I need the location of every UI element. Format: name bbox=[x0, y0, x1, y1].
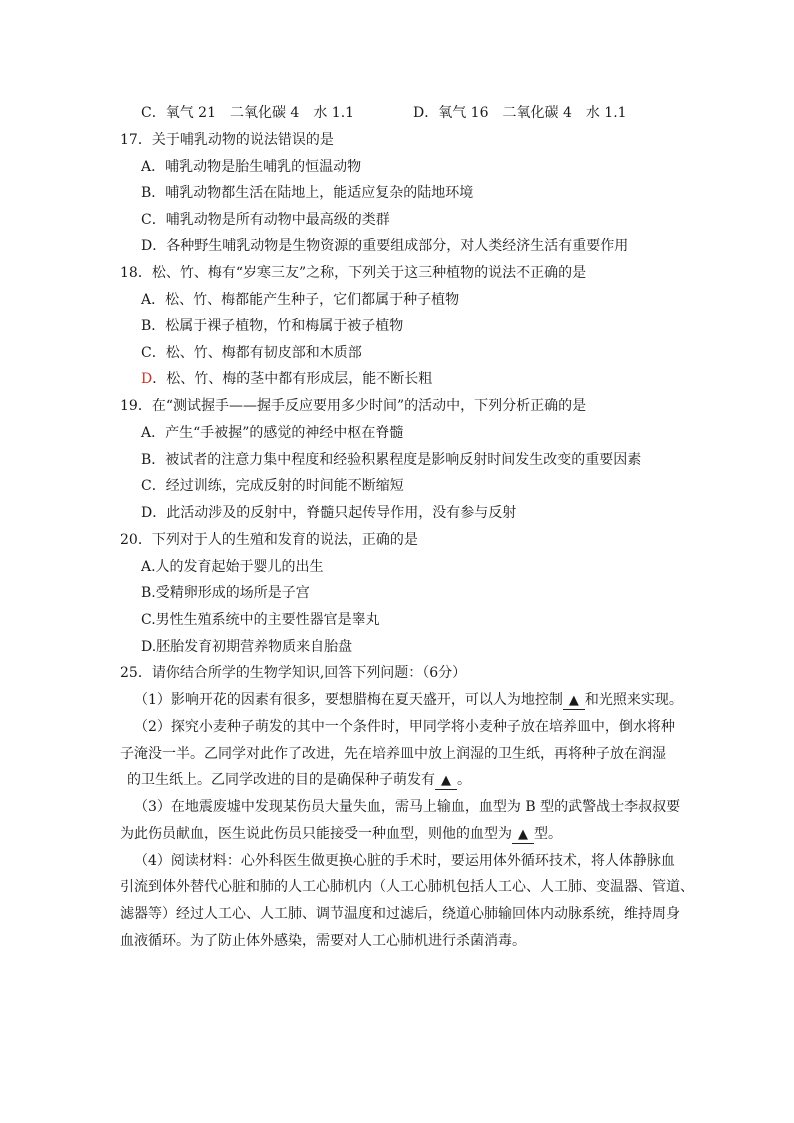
q18-stem: 18．松、竹、梅有“岁寒三友”之称，下列关于这三种植物的说法不正确的是 bbox=[120, 265, 587, 281]
q19-option-a: A．产生“手被握”的感觉的神经中枢在脊髓 bbox=[141, 425, 404, 441]
q25-part4-line3: 滤器等）经过人工心、人工肺、调节温度和过滤后，绕道心肺输回体内动脉系统，维持周身 bbox=[120, 906, 680, 922]
answer-blank-1 bbox=[563, 692, 585, 710]
q25-part1 bbox=[134, 691, 683, 710]
q18-option-c: C．松、竹、梅都有韧皮部和木质部 bbox=[141, 345, 362, 361]
q18-option-b: B．松属于裸子植物，竹和梅属于被子植物 bbox=[141, 318, 404, 334]
q25-part2-line1: （2）探究小麦种子萌发的其中一个条件时，甲同学将小麦种子放在培养皿中，倒水将种 bbox=[134, 719, 675, 735]
q25-part3-text: 为此伤员献血，医生说此伤员只能接受一种血型，则他的血型为 bbox=[120, 826, 512, 842]
q17-option-c: C．哺乳动物是所有动物中最高级的类群 bbox=[141, 212, 390, 228]
q18-option-d-text: ．松、竹、梅的茎中都有形成层，能不断长粗 bbox=[152, 371, 433, 387]
q20-option-c: C.男性生殖系统中的主要性器官是睾丸 bbox=[141, 612, 380, 628]
triangle-mark: ▲ bbox=[568, 693, 579, 708]
q25-part2-text: 的卫生纸上。乙同学改进的目的是确保种子萌发有 bbox=[127, 772, 435, 788]
q25-part2-tail: 。 bbox=[457, 772, 471, 788]
q20-option-b: B.受精卵形成的场所是子宫 bbox=[141, 585, 310, 601]
q25-stem: 25．请你结合所学的生物学知识,回答下列问题：（6分） bbox=[120, 665, 467, 681]
q25-part1-tail: 和光照来实现。 bbox=[584, 692, 683, 708]
q19-option-c: C．经过训练，完成反射的时间能不断缩短 bbox=[141, 478, 404, 494]
q16-option-c: C．氧气 21 二氧化碳 4 水 1.1 bbox=[141, 105, 355, 121]
q25-part3-line1: （3）在地震废墟中发现某伤员大量失血，需马上输血，血型为 B 型的武警战士李叔叔要 bbox=[134, 799, 681, 815]
q25-part3-line2 bbox=[120, 825, 562, 844]
q18-option-d-letter: D bbox=[141, 371, 153, 387]
q17-option-d: D．各种野生哺乳动物是生物资源的重要组成部分，对人类经济生活有重要作用 bbox=[141, 238, 629, 254]
q20-option-d: D.胚胎发育初期营养物质来自胎盘 bbox=[141, 639, 353, 655]
triangle-mark: ▲ bbox=[441, 773, 451, 788]
q16-option-d: D．氧气 16 二氧化碳 4 水 1.1 bbox=[413, 105, 627, 121]
q25-part4-line1: （4）阅读材料：心外科医生做更换心脏的手术时，要运用体外循环技术，将人体静脉血 bbox=[134, 853, 675, 869]
answer-blank-3 bbox=[512, 826, 534, 844]
q25-part3-tail: 型。 bbox=[534, 826, 562, 842]
q25-part1-text: （1）影响开花的因素有很多，要想腊梅在夏天盛开，可以人为地控制 bbox=[134, 692, 563, 708]
triangle-mark: ▲ bbox=[518, 827, 528, 842]
q25-part2-line2: 子淹没一半。乙同学对此作了改进，先在培养皿中放上润湿的卫生纸，再将种子放在润湿 bbox=[120, 746, 666, 762]
q17-option-a: A．哺乳动物是胎生哺乳的恒温动物 bbox=[141, 159, 362, 175]
q19-option-d: D．此活动涉及的反射中，脊髓只起传导作用，没有参与反射 bbox=[141, 505, 517, 521]
q25-part4-line2: 引流到体外替代心脏和肺的人工心肺机内（人工心肺机包括人工心、人工肺、变温器、管道、 bbox=[120, 879, 694, 895]
q25-part4-line4: 血液循环。为了防止体外感染，需要对人工心肺机进行杀菌消毒。 bbox=[120, 933, 526, 949]
q18-option-d bbox=[141, 370, 432, 388]
q19-stem: 19．在“测试握手——握手反应要用多少时间”的活动中，下列分析正确的是 bbox=[120, 398, 587, 414]
q19-option-b: B．被试者的注意力集中程度和经验积累程度是影响反射时间发生改变的重要因素 bbox=[141, 452, 642, 468]
answer-blank-2 bbox=[435, 772, 457, 790]
q17-stem: 17．关于哺乳动物的说法错误的是 bbox=[120, 132, 334, 148]
q18-option-a: A．松、竹、梅都能产生种子，它们都属于种子植物 bbox=[141, 292, 460, 308]
q20-stem: 20．下列对于人的生殖和发育的说法，正确的是 bbox=[120, 532, 418, 548]
q20-option-a: A.人的发育起始于婴儿的出生 bbox=[141, 559, 324, 575]
q25-part2-line3 bbox=[127, 771, 471, 790]
q17-option-b: B．哺乳动物都生活在陆地上，能适应复杂的陆地环境 bbox=[141, 185, 474, 201]
